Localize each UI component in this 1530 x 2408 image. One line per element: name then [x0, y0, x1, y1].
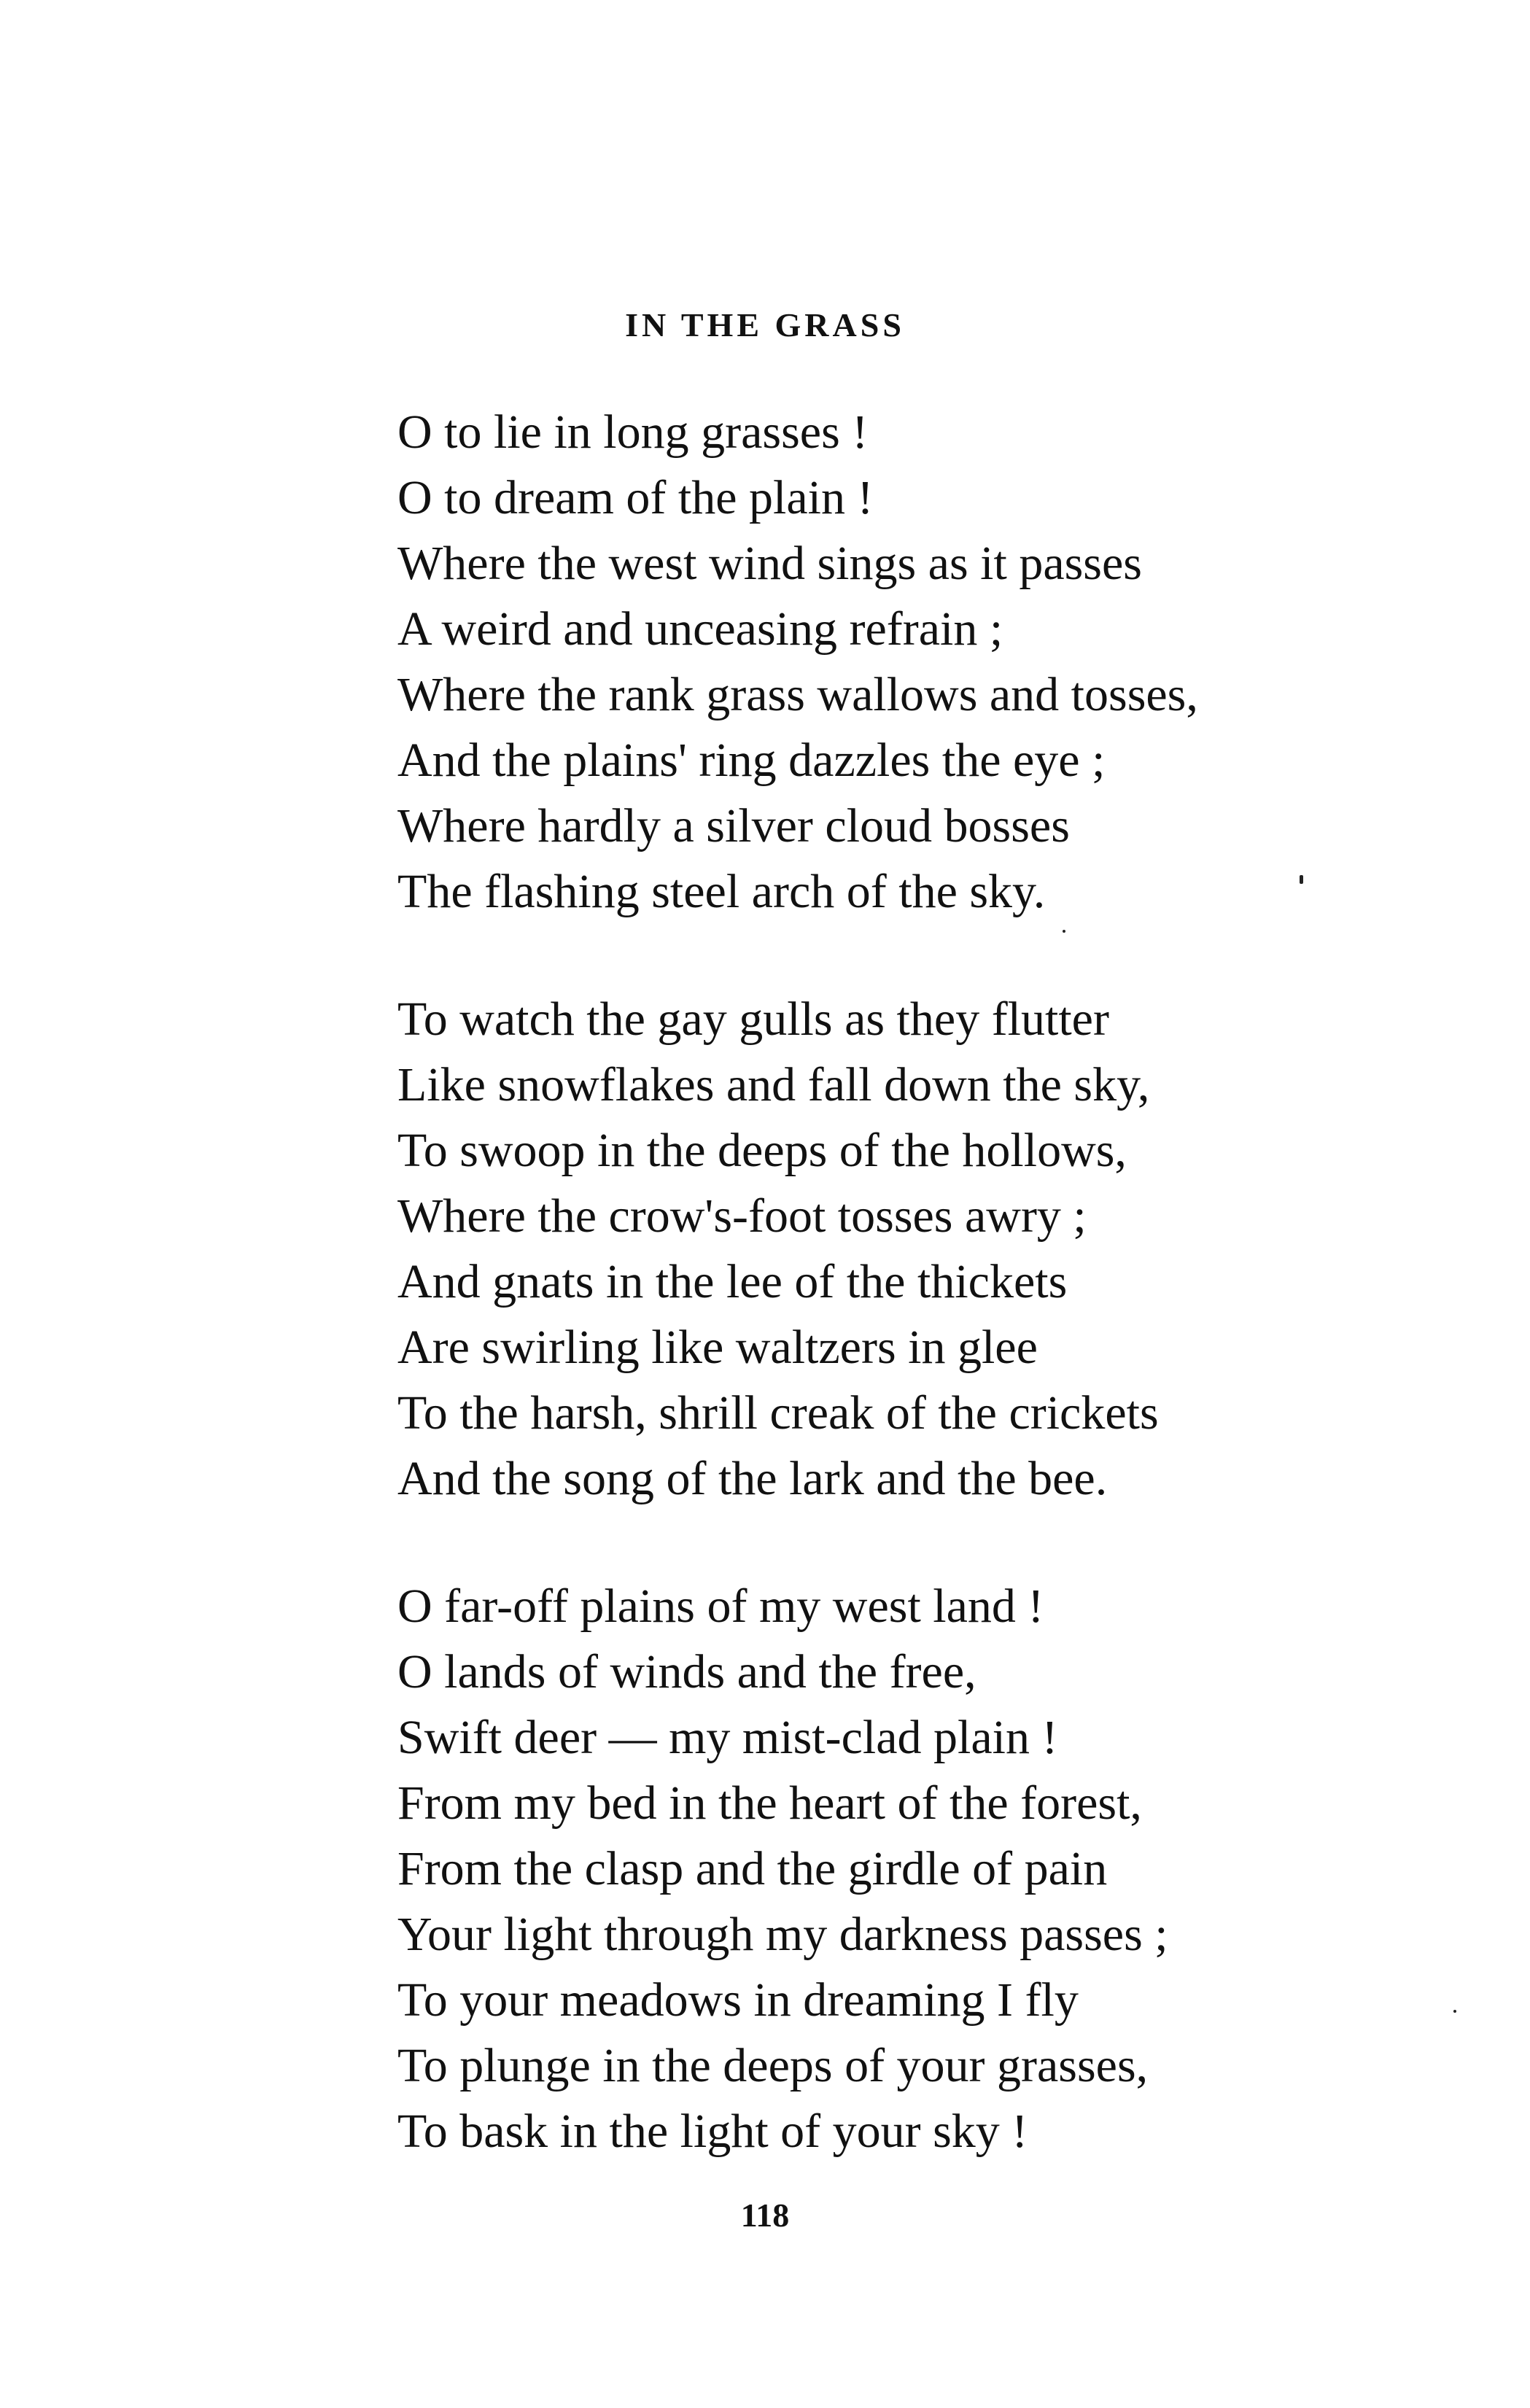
- stanza-1: [397, 400, 1418, 925]
- poem-line: Where the west wind sings as it passes: [397, 537, 1142, 590]
- poem-line: O to dream of the plain !: [397, 471, 874, 524]
- poem-line: O to lie in long grasses !: [397, 405, 869, 459]
- poem-line: Like snowflakes and fall down the sky,: [397, 1058, 1150, 1111]
- poem-line: Where hardly a silver cloud bosses: [397, 799, 1070, 852]
- poem-line: From my bed in the heart of the forest,: [397, 1776, 1142, 1830]
- poem-line: Where the crow's-foot tosses awry ;: [397, 1189, 1087, 1243]
- poem-body: [397, 400, 1418, 2164]
- poem-line: Swift deer — my mist-clad plain !: [397, 1711, 1058, 1764]
- poem-line: To your meadows in dreaming I fly: [397, 1973, 1079, 2027]
- poem-line: O lands of winds and the free,: [397, 1645, 976, 1698]
- stanza-2: [397, 987, 1418, 1512]
- poem-line: To plunge in the deeps of your grasses,: [397, 2039, 1149, 2092]
- print-speck: [1300, 875, 1303, 884]
- poem-line: Where the rank grass wallows and tosses,: [397, 668, 1198, 721]
- poem-line: O far-off plains of my west land !: [397, 1580, 1044, 1633]
- page-number: 118: [740, 2197, 790, 2234]
- poem-line: To bask in the light of your sky !: [397, 2105, 1028, 2158]
- poem-line: The flashing steel arch of the sky.: [397, 865, 1046, 918]
- poem-line: And the plains' ring dazzles the eye ;: [397, 734, 1106, 787]
- poem-line: A weird and unceasing refrain ;: [397, 602, 1003, 656]
- poem-line: To the harsh, shrill creak of the crickets: [397, 1386, 1159, 1440]
- poem-title: IN THE GRASS: [625, 306, 905, 343]
- stanza-3: [397, 1574, 1418, 2164]
- poem-line: And gnats in the lee of the thickets: [397, 1255, 1068, 1308]
- poem-line: And the song of the lark and the bee.: [397, 1452, 1108, 1505]
- poem-line: To watch the gay gulls as they flutter: [397, 993, 1109, 1046]
- print-speck: [1453, 2010, 1456, 2013]
- poem-line: Are swirling like waltzers in glee: [397, 1321, 1038, 1374]
- print-speck: [1063, 930, 1065, 933]
- poem-line: To swoop in the deeps of the hollows,: [397, 1124, 1127, 1177]
- poem-line: Your light through my darkness passes ;: [397, 1908, 1168, 1961]
- poem-line: From the clasp and the girdle of pain: [397, 1842, 1108, 1895]
